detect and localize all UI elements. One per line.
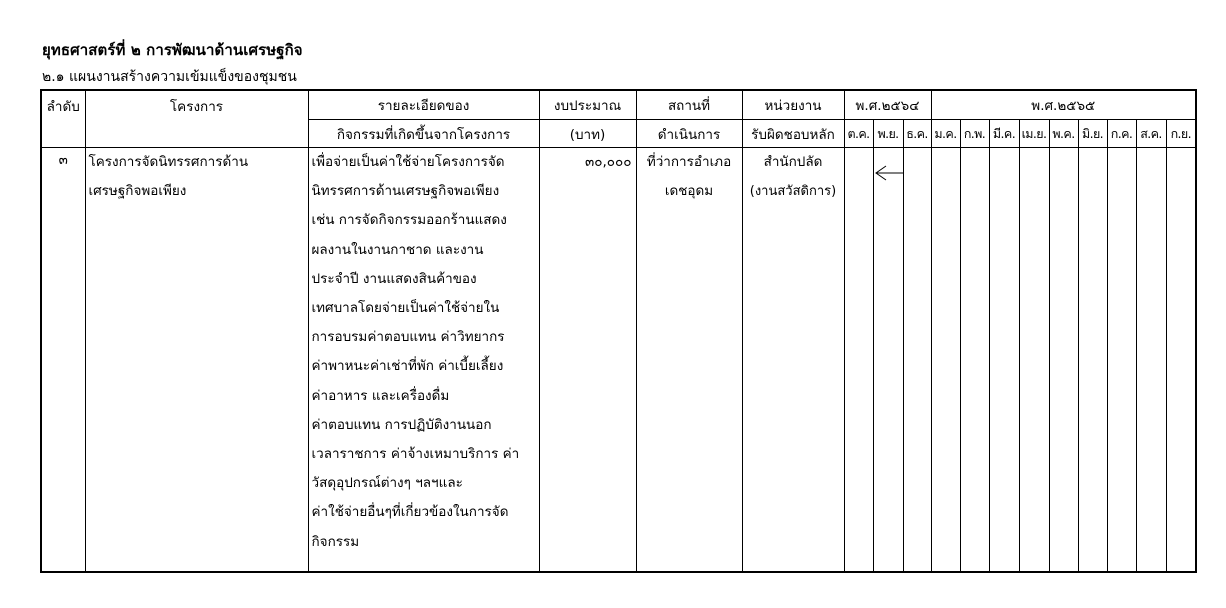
month-header: ม.ค. (931, 120, 960, 148)
activity-details-cell (308, 148, 539, 573)
year-header-2565: พ.ศ.๒๕๖๕ (931, 90, 1196, 120)
detail-line: วัสดุอุปกรณ์ต่างๆ ฯลฯและ (311, 475, 463, 492)
timeline-arrow (874, 148, 904, 188)
detail-line: ค่าใช้จ่ายอื่นๆที่เกี่ยวข้องในการจัด (311, 504, 509, 521)
month-header: มี.ค. (989, 120, 1019, 148)
month-header: ต.ค. (844, 120, 873, 148)
agency-header-line2: รับผิดชอบหลัก (742, 120, 844, 148)
budget-value: ๓๐,๐๐๐ (585, 154, 632, 170)
details-header-line1: รายละเอียดของ (308, 90, 539, 120)
month-header: ก.ย. (1166, 120, 1196, 148)
month-cell (1049, 148, 1078, 573)
detail-line: เวลาราชการ ค่าจ้างเหมาบริการ ค่า (311, 446, 520, 463)
month-cell (903, 148, 931, 573)
agency-cell (742, 148, 844, 573)
detail-line: เทศบาลโดยจ่ายเป็นค่าใช้จ่ายใน (311, 300, 500, 317)
detail-line: การอบรมค่าตอบแทน ค่าวิทยากร (311, 329, 505, 346)
detail-line: ค่าตอบแทน การปฏิบัติงานนอก (311, 416, 492, 433)
location-line: เดชอุดม (664, 183, 714, 200)
detail-line: นิทรรศการด้านเศรษฐกิจพอเพียง (311, 183, 500, 200)
header-row-1 (41, 90, 1196, 120)
agency-line: (งานสวัสดิการ) (749, 184, 837, 200)
month-cell (1078, 148, 1107, 573)
strategy-heading: ยุทธศาสตร์ที่ ๒ การพัฒนาด้านเศรษฐกิจ (42, 41, 303, 59)
month-header: พ.ค. (1049, 120, 1078, 148)
agency-header-line1: หน่วยงาน (742, 90, 844, 120)
budget-header-line2: (บาท) (539, 120, 636, 148)
detail-line: ผลงานในงานกาชาด และงาน (311, 241, 484, 258)
month-cell (1136, 148, 1166, 573)
agency-line: สำนักปลัด (763, 154, 823, 170)
detail-line: ประจำปี งานแสดงสินค้าของ (311, 270, 477, 287)
month-cell (844, 148, 873, 573)
detail-line: ค่าพาหนะค่าเช่าที่พัก ค่าเบี้ยเลี้ยง (311, 358, 504, 375)
month-header: ก.พ. (960, 120, 989, 148)
month-header: พ.ย. (873, 120, 903, 148)
budget-header-line1: งบประมาณ (539, 90, 636, 120)
plan-subheading: ๒.๑ แผนงานสร้างความเข้มแข็งของชุมชน (42, 69, 297, 85)
details-header-line2: กิจกรรมที่เกิดขึ้นจากโครงการ (308, 120, 539, 148)
month-header: ส.ค. (1136, 120, 1166, 148)
location-header-line2: ดำเนินการ (636, 120, 742, 148)
table-row (41, 148, 1196, 573)
month-cell (989, 148, 1019, 573)
month-cell (1107, 148, 1136, 573)
project-name-line: โครงการจัดนิทรรศการด้าน (88, 154, 249, 170)
project-name-cell (85, 148, 308, 573)
project-name-line: เศรษฐกิจพอเพียง (88, 183, 187, 200)
row-number: ๓ (41, 148, 85, 573)
month-cell (873, 148, 903, 573)
month-header: ธ.ค. (903, 120, 931, 148)
month-cell (1019, 148, 1049, 573)
month-cell (1166, 148, 1196, 573)
project-plan-table (40, 89, 1197, 573)
month-header: มิ.ย. (1078, 120, 1107, 148)
location-header-line1: สถานที่ (636, 90, 742, 120)
detail-line: ค่าอาหาร และเครื่องดื่ม (311, 387, 450, 404)
no-header: ลำดับ (41, 90, 85, 148)
budget-cell (539, 148, 636, 573)
location-line: ที่ว่าการอำเภอ (646, 154, 732, 170)
month-cell (960, 148, 989, 573)
detail-line: กิจกรรม (311, 533, 360, 550)
location-cell (636, 148, 742, 573)
year-header-2564: พ.ศ.๒๕๖๔ (844, 90, 931, 120)
month-header: ก.ค. (1107, 120, 1136, 148)
project-header: โครงการ (85, 90, 308, 148)
month-cell (931, 148, 960, 573)
detail-line: เพื่อจ่ายเป็นค่าใช้จ่ายโครงการจัด (311, 154, 505, 170)
month-header: เม.ย. (1019, 120, 1049, 148)
detail-line: เช่น การจัดกิจกรรมออกร้านแสดง (311, 212, 507, 229)
